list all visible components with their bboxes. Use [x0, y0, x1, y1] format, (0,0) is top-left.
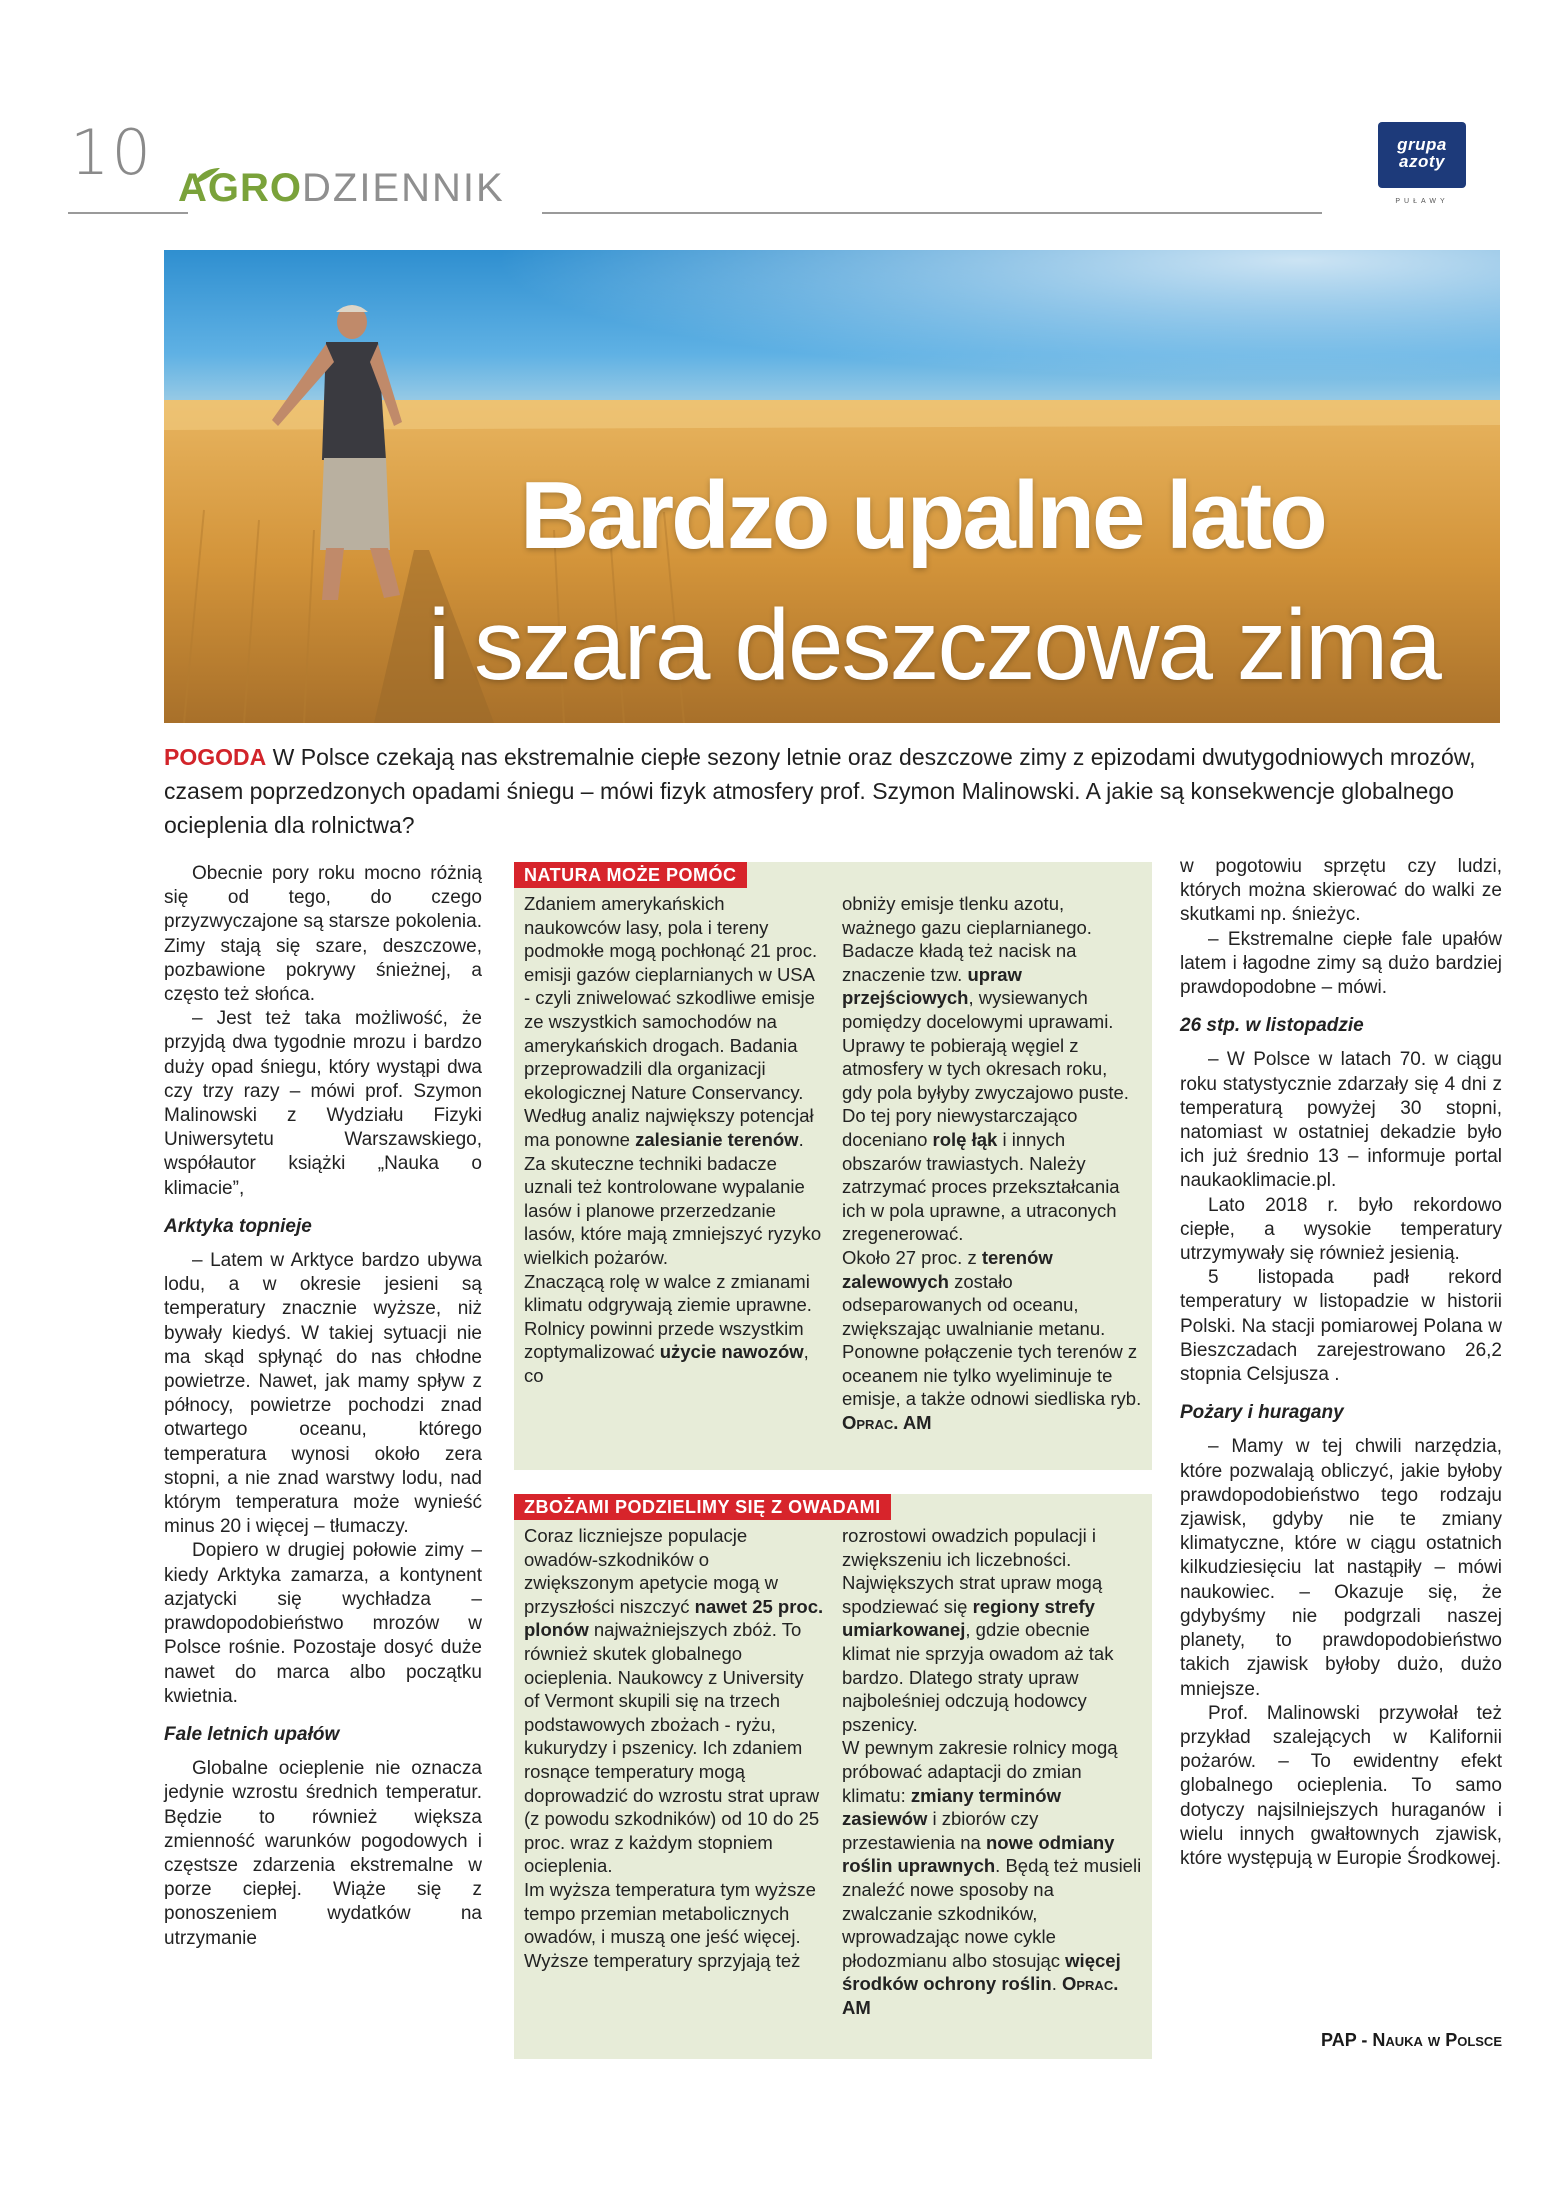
- box-text: Znaczącą rolę w walce z zmianami klimatu odgrywają ziemie uprawne. Rolnicy powinni przede wszystkim zoptymalizować: [524, 1270, 812, 1363]
- col4-paragraph: w pogotowiu sprzętu czy ludzi, których można skierować do walki ze skutkami np. śnieżyc.: [1180, 856, 1502, 926]
- box-heading: ZBOŻAMI PODZIELIMY SIĘ Z OWADAMI: [514, 1494, 891, 1520]
- box-bold: więcej środków ochrony roślin: [842, 1949, 1121, 1995]
- col4-paragraph: 5 listopada padł rekord temperatury w listopadzie w historii Polski. Na stacji pomiarowej Polana w Bieszczadach zarejestrowano 26,2 stopnia Celsjusza .: [1180, 1267, 1502, 1386]
- page-number: 10: [70, 116, 153, 189]
- box-column-right: [842, 1524, 1142, 2019]
- box-column-left: [524, 892, 824, 1387]
- box-text: W pewnym zakresie rolnicy mogą próbować adaptacji do zmian klimatu:: [842, 1737, 1118, 1806]
- box-text: Około 27 proc. z: [842, 1246, 982, 1268]
- box-bold: nowe odmiany roślin uprawnych: [842, 1831, 1115, 1877]
- brand-dziennik: DZIENNIK: [302, 166, 505, 210]
- box-column-right: [842, 892, 1142, 1435]
- box-text: . Za skuteczne techniki badacze uznali też kontrolowane wypalanie lasów i planowe przerzedzanie lasów, które mają zmniejszyć ryzyko wielkich pożarów.: [524, 1128, 822, 1268]
- col1-paragraph: Dopiero w drugiej połowie zimy – kiedy Arktyka zamarza, a kontynent azjatycki się wychładza – prawdopodobieństwo mrozów w Polsce rośnie. Pozostaje dosyć duże nawet do marca albo początku kwietnia.: [164, 1540, 482, 1707]
- grupa-azoty-logo: [1378, 122, 1466, 188]
- box-text: i innych obszarów trawiastych. Należy zatrzymać proces przekształcania ich w pola uprawne, a utraconych zregenerować.: [842, 1128, 1120, 1245]
- col4-subheading: 26 stp. w listopadzie: [1180, 1015, 1364, 1037]
- box-column-left: [524, 1524, 824, 1972]
- logo-line-2: azoty: [1399, 152, 1445, 171]
- box-text: rozrostowi owadzich populacji i zwiększeniu ich liczebności. Największych strat upraw mogą spodziewać się: [842, 1525, 1103, 1617]
- box-text: . Będą też musieli znaleźć nowe sposoby na zwalczanie szkodników, wprowadzając nowe cykle płodozmianu albo stosując: [842, 1855, 1142, 1971]
- box-text: .: [1051, 1973, 1062, 1995]
- box-heading: NATURA MOŻE POMÓC: [514, 862, 747, 888]
- sidebar-box-natura: [514, 862, 1152, 1470]
- box-bold: zmiany terminów zasiewów: [842, 1784, 1061, 1830]
- box-text: najważniejszych zbóż. To również skutek globalnego ocieplenia. Naukowcy z University of Vermont skupili się na trzech podstawowych zbożach - ryżu, kukurydzy i pszenicy. Ich zdaniem rosnące temperatury mogą doprowadzić do wzrostu strat upraw (z powodu szkodników) od 10 do 25 proc. wraz z każdym stopniem ocieplenia.: [524, 1619, 820, 1877]
- headline-line-2: i szara deszczowa zima: [428, 589, 1440, 701]
- box-bold: terenów zalewowych: [842, 1246, 1053, 1292]
- box-signature: Oprac. AM: [842, 1973, 1119, 2018]
- header-rule-left: [68, 212, 188, 214]
- sidebar-box-zbozami: [514, 1494, 1152, 2059]
- col4-paragraph: – Mamy w tej chwili narzędzia, które pozwalają obliczyć, jakie byłoby prawdopodobieństwo tego rodzaju zjawisk, gdyby nie te zmiany klimatyczne, które w ciągu ostatnich kilkudziesięciu lat nastąpiły – mówi naukowiec. – Okazuje się, że gdybyśmy nie podgrzali naszej planety, to prawdopodobieństwo takich zjawisk byłoby dużo, dużo mniejsze.: [1180, 1436, 1502, 1700]
- article-signature: PAP - Nauka w Polsce: [1321, 2030, 1502, 2050]
- box-text: , co: [524, 1341, 809, 1386]
- col4-paragraph: – Ekstremalne ciepłe fale upałów latem i łagodne zimy są dużo bardziej prawdopodobne – mówi.: [1180, 928, 1502, 999]
- col4-subheading: Pożary i huragany: [1180, 1402, 1344, 1424]
- col4-paragraph: Lato 2018 r. było rekordowo ciepłe, a wysokie temperatury utrzymywały się również jesienią.: [1180, 1194, 1502, 1265]
- col4-paragraph: – W Polsce w latach 70. w ciągu roku statystycznie zdarzały się 4 dni z temperaturą powyżej 30 stopni, natomiast w ostatniej dekadzie było ich już średnio 13 – informuje portal naukaoklimacie.pl.: [1180, 1049, 1502, 1192]
- logo-subtitle: PUŁAWY: [1395, 198, 1449, 205]
- col1-subheading: Fale letnich upałów: [164, 1723, 340, 1745]
- col1-paragraph: – Jest też taka możliwość, że przyjdą dwa tygodnie mrozu i bardzo duży opad śniegu, który wystąpi dwa czy trzy razy – mówi prof. Szymon Malinowski z Wydziału Fizyki Uniwersytetu Warszawskiego, współautor książki „Nauka o klimacie”,: [164, 1008, 482, 1199]
- box-text: Im wyższa temperatura tym wyższe tempo przemian metabolicznych owadów, i muszą one jeść więcej.: [524, 1878, 816, 1948]
- logo-line-1: grupa: [1397, 135, 1447, 154]
- col1-subheading: Arktyka topnieje: [164, 1215, 312, 1237]
- box-text: i zbiorów czy przestawienia na: [842, 1808, 1039, 1853]
- lead-text: W Polsce czekają nas ekstremalnie ciepłe sezony letnie oraz deszczowe zimy z epizodami dwutygodniowych mrozów, czasem poprzedzonych opadami śniegu – mówi fizyk atmosfery prof. Szymon Malinowski. A jakie są konsekwencje globalnego ocieplenia dla rolnictwa?: [164, 744, 1476, 838]
- box-bold: nawet 25 proc. plonów: [524, 1595, 824, 1641]
- headline-line-1: Bardzo upalne lato: [520, 462, 1325, 569]
- box-signature: Oprac. AM: [842, 1412, 932, 1434]
- box-text: , wysiewanych pomiędzy docelowymi uprawami. Uprawy te pobierają węgiel z atmosfery w tych okresach roku, gdy pola byłyby zwyczajowo puste.: [842, 987, 1129, 1103]
- box-text: Według analiz największy potencjał ma ponowne: [524, 1105, 814, 1150]
- lead-paragraph: [164, 740, 1504, 842]
- box-text: Zdaniem amerykańskich naukowców lasy, pola i tereny podmokłe mogą pochłonąć 21 proc. emisji gazów cieplarnianych w USA - czyli zniwelować szkodliwe emisje ze wszystkich samochodów na amerykańskich drogach. Badania przeprowadzili dla organizacji ekologicznej Nature Conservancy.: [524, 893, 818, 1103]
- box-bold: użycie nawozów: [659, 1341, 804, 1363]
- brand-title: [178, 168, 505, 208]
- box-text: obniży emisje tlenku azotu, ważnego gazu cieplarnianego. Badacze kładą też nacisk na znaczenie tzw.: [842, 893, 1092, 985]
- box-bold: regiony strefy umiarkowanej: [842, 1595, 1095, 1641]
- box-text: Do tej pory niewystarczająco doceniano: [842, 1105, 1078, 1150]
- header-rule-right: [542, 212, 1322, 214]
- box-bold: rolę łąk: [932, 1128, 998, 1150]
- col1-paragraph: – Latem w Arktyce bardzo ubywa lodu, a w okresie jesieni są temperatury znacznie wyższe, niż bywały kiedyś. W takiej sytuacji nie ma skąd spłynąć do nas chłodne powietrze. Nawet, jak mamy spływ z północy, powietrze pochodzi znad otwartego oceanu, którego temperatura wynosi około zera stopni, a nie znad warstwy lodu, nad którym temperatura może wynieść minus 20 i więcej – tłumaczy.: [164, 1250, 482, 1538]
- box-bold: zalesianie terenów: [635, 1128, 799, 1150]
- brand-agro: AGRO: [178, 166, 302, 210]
- box-text: , gdzie obecnie klimat nie sprzyja owadom aż tak bardzo. Dlatego straty upraw najboleśniej odczują hodowcy pszenicy.: [842, 1619, 1114, 1735]
- article-column-4: [1180, 855, 1502, 1871]
- col1-paragraph: Obecnie pory roku mocno różnią się od tego, do czego przyzwyczajone są starsze pokolenia. Zimy stają się szare, deszczowe, pozbawione pokrywy śnieżnej, a często też słońca.: [164, 863, 482, 1006]
- box-text: Wyższe temperatury sprzyjają też: [524, 1949, 801, 1971]
- lead-kicker: POGODA: [164, 744, 267, 770]
- box-text: Coraz liczniejsze populacje owadów-szkodników o zwiększonym apetycie mogą w przyszłości niszczyć: [524, 1525, 778, 1617]
- article-column-1: [164, 862, 482, 1951]
- box-bold: upraw przejściowych: [842, 963, 1022, 1009]
- col1-paragraph: Globalne ocieplenie nie oznacza jedynie wzrostu średnich temperatur. Będzie to również większa zmienność warunków pogodowych i częstsze zdarzenia ekstremalne w porze ciepłej. Wiąże się z ponoszeniem wydatków na utrzymanie: [164, 1758, 482, 1949]
- box-text: zostało odseparowanych od oceanu, zwiększając uwalnianie metanu. Ponowne połączenie tych terenów z oceanem nie tylko wyeliminuje te emisje, a także odnowi siedliska ryb.: [842, 1270, 1142, 1410]
- col4-paragraph: Prof. Malinowski przywołał też przykład szalejących w Kalifornii pożarów. – To ewidentny efekt globalnego ocieplenia. To samo dotyczy najsilniejszych huraganów i wielu innych gwałtownych zjawisk, które występują w Europie Środkowej.: [1180, 1702, 1502, 1869]
